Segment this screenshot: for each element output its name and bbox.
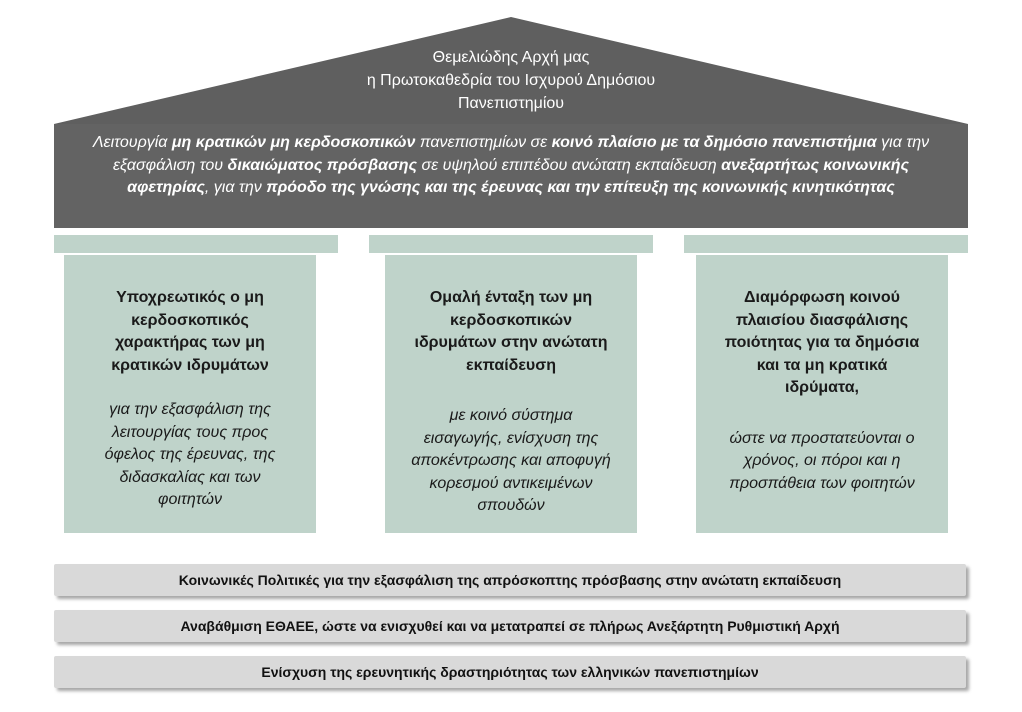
pillar-heading-line: κερδοσκοπικός (131, 311, 249, 329)
pillar-column-1 (64, 255, 316, 533)
beam-statement (54, 124, 968, 228)
pillar-description-line: λειτουργίας τους προς (111, 423, 269, 441)
roof-title (260, 46, 762, 115)
foundation-step-1: Κοινωνικές Πολιτικές για την εξασφάλιση της απρόσκοπτης πρόσβασης στην ανώτατη εκπαίδευση (54, 564, 966, 596)
pillar-description-line: όφελος της έρευνας, της (104, 446, 276, 463)
foundation-step-3: Ενίσχυση της ερευνητικής δραστηριότητας των ελληνικών πανεπιστημίων (54, 656, 966, 688)
pillar-description-line: αποκέντρωσης και αποφυγή (411, 452, 611, 469)
pillar-description-line: εισαγωγής, ενίσχυση της (423, 429, 599, 447)
pillar-heading (64, 287, 316, 377)
pillar-heading-line: ιδρύματα, (785, 379, 859, 396)
roof-title-line: η Πρωτοκαθεδρία του Ισχυρού Δημόσιου (366, 72, 656, 89)
pillar-cap-3 (684, 235, 968, 253)
pillar-heading-line: κρατικών ιδρυμάτων (111, 356, 269, 374)
pillar-description-line: προσπάθεια των φοιτητών (729, 474, 915, 492)
beam-emphasis: κοινό πλαίσιο με τα δημόσιο πανεπιστήμια (551, 134, 877, 151)
beam-text: πανεπιστημίων σε (415, 134, 552, 151)
pillar-description-line: φοιτητών (158, 491, 222, 508)
roof-title-line: Θεμελιώδης Αρχή μας (432, 49, 590, 66)
pillar-description-line: σπουδών (477, 497, 545, 514)
pillar-heading-line: πλαισίου διασφάλισης (735, 311, 909, 329)
beam-emphasis: πρόοδο της γνώσης και της έρευνας και την επίτευξη της κοινωνικής κινητικότητας (266, 179, 895, 196)
beam-text: για την εξασφάλιση του (112, 134, 930, 174)
pillar-description-line: για την εξασφάλιση της (109, 401, 271, 418)
pillar-heading-line: κερδοσκοπικών (449, 311, 573, 329)
pillar-column-2 (385, 255, 637, 533)
pillar-heading (696, 287, 948, 400)
pillar-description-line: κορεσμού αντικειμένων (429, 474, 593, 492)
pillar-heading (385, 287, 637, 377)
pillar-heading-line: Διαμόρφωση κοινού (744, 289, 900, 306)
pillar-cap-2 (369, 235, 653, 253)
pillar-heading-line: Ομαλή ένταξη των μη (429, 289, 593, 306)
pillar-description-line: χρόνος, οι πόροι και η (743, 452, 901, 469)
pillar-heading-line: χαρακτήρας των μη (115, 334, 265, 351)
pillar-description-line: ώστε να προστατεύονται ο (729, 429, 915, 447)
beam-text: σε υψηλού επιπέδου ανώτατη εκπαίδευση (417, 156, 722, 174)
beam-emphasis: μη κρατικών μη κερδοσκοπικών (171, 134, 416, 151)
foundation-step-2: Αναβάθμιση ΕΘΑΕΕ, ώστε να ενισχυθεί και να μετατραπεί σε πλήρως Ανεξάρτητη Ρυθμιστική Αρχή (54, 610, 966, 642)
pillar-cap-1 (54, 235, 338, 253)
pillar-description (64, 399, 316, 512)
beam-emphasis: δικαιώματος πρόσβασης (227, 156, 417, 174)
beam-text: Λειτουργία (92, 134, 172, 151)
pillar-heading-line: ιδρυμάτων στην ανώτατη (414, 334, 608, 351)
roof-title-line: Πανεπιστημίου (457, 95, 565, 112)
pillar-heading-line: εκπαίδευση (466, 356, 556, 374)
pillar-heading-line: ποιότητας για τα δημόσια (724, 334, 920, 351)
beam-emphasis: ανεξαρτήτως κοινωνικής αφετηρίας (127, 156, 910, 196)
pillar-description-line: με κοινό σύστημα (449, 407, 573, 424)
beam-text: , για την (204, 179, 267, 196)
pillar-description (385, 405, 637, 518)
pillar-description-line: διδασκαλίας και των (119, 468, 261, 486)
pillar-heading-line: και τα μη κρατικά (756, 356, 888, 374)
pillar-column-3 (696, 255, 948, 533)
pillar-description (696, 428, 948, 496)
pillar-heading-line: Υποχρεωτικός ο μη (116, 289, 264, 306)
